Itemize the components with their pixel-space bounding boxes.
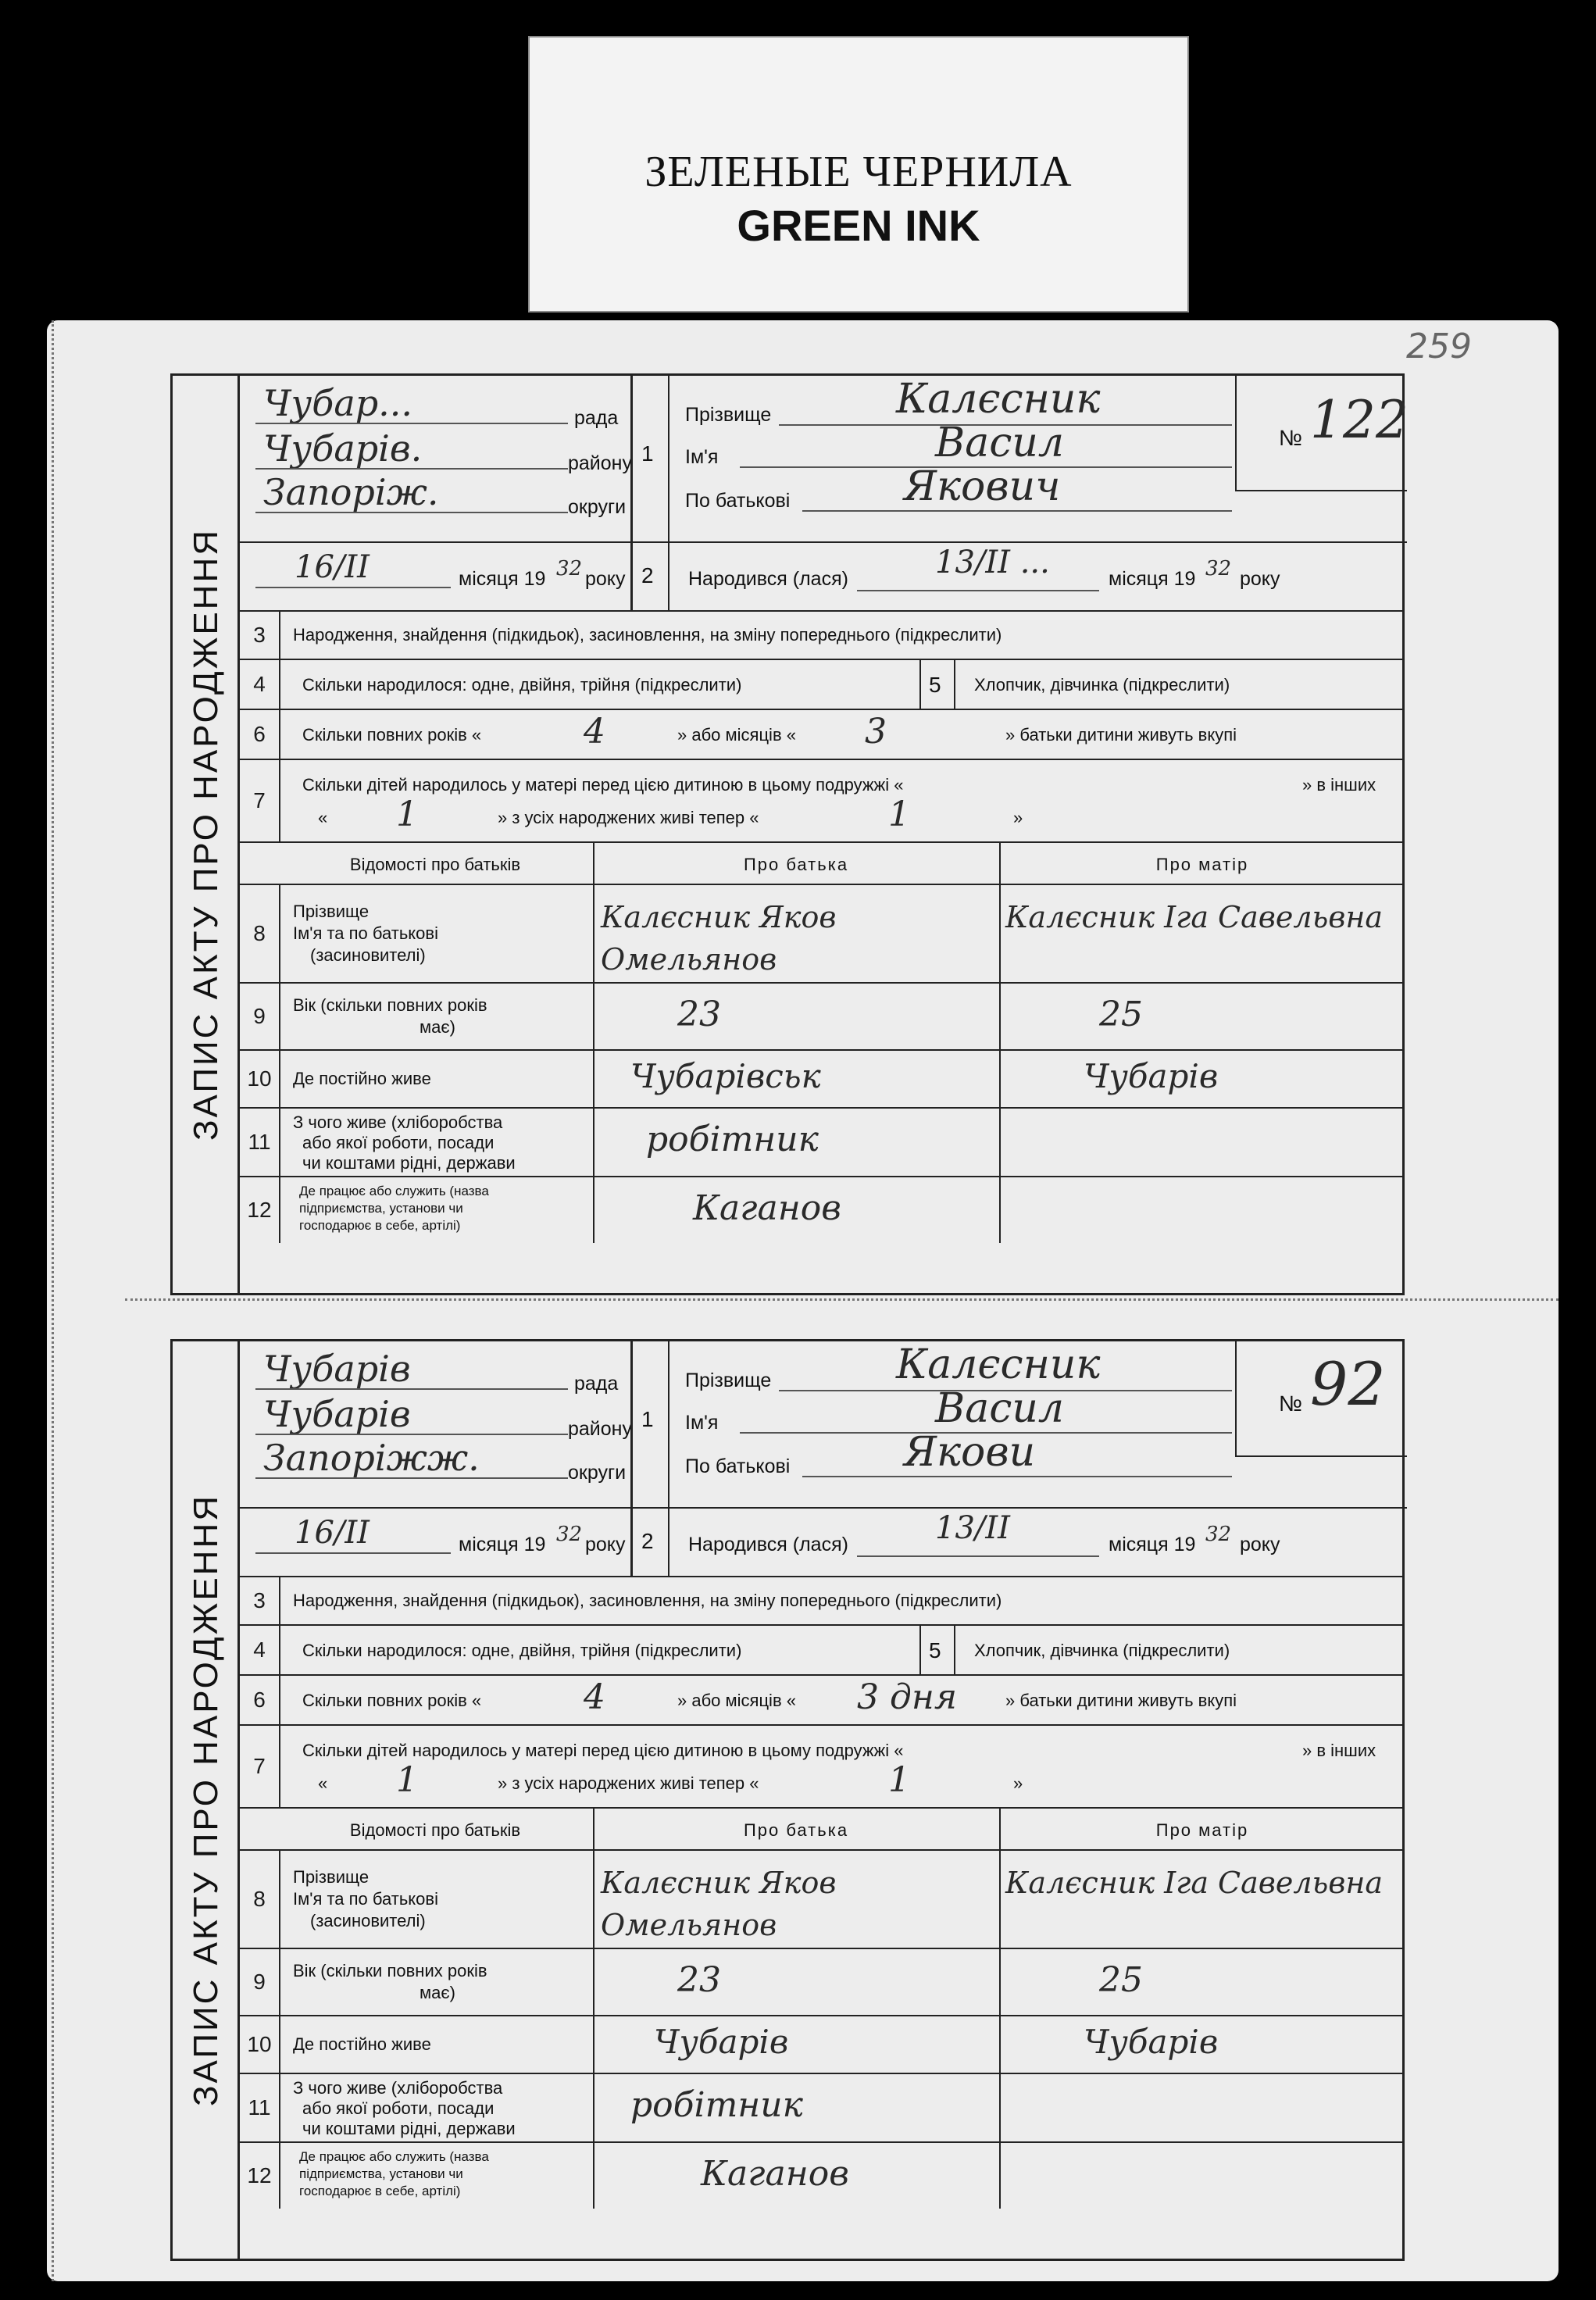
row-12: 12 Де працює або служить (назва підприємства, установи чи господарює в себе, артілі) Каганов xyxy=(240,1177,1402,1243)
row12-line1: Де працює або служить (назва xyxy=(299,2149,489,2164)
header-father: Про батька xyxy=(743,1820,849,1840)
row9-has: має) xyxy=(420,1983,455,2002)
row4-text: Скільки народилося: одне, двійня, трійня (підкреслити) xyxy=(302,675,742,695)
row-3: 3 Народження, знайдення (підкидьок), засиновлення, на зміну попереднього (підкреслити) xyxy=(240,1577,1402,1626)
row8-name: Ім'я та по батькові xyxy=(293,923,438,943)
row-number-1: 1 xyxy=(641,1407,654,1431)
label-born-month: місяця 19 xyxy=(1109,568,1196,590)
row-12: 12 Де працює або служить (назва підприємства, установи чи господарює в себе, артілі) Каганов xyxy=(240,2143,1402,2209)
label-month: місяця 19 xyxy=(459,568,546,590)
header-info: Відомості про батьків xyxy=(349,855,521,874)
hw-prev-other: 1 xyxy=(396,1760,418,1800)
row-7: 7 Скільки дітей народилось у матері перед цією дитиною в цьому подружжі « » в інших « 1 » з усіх народжених живі тепер « 1 » xyxy=(240,760,1402,843)
row10-text: Де постійно живе xyxy=(293,2034,431,2054)
hw-rada: Чубар... xyxy=(263,382,413,424)
row-6: 6 Скільки повних років « 4 » або місяців « 3 » батьки дитини живуть вкупі xyxy=(240,710,1402,760)
row4-text: Скільки народилося: одне, двійня, трійня (підкреслити) xyxy=(302,1641,742,1660)
row12-line2: підприємства, установи чи xyxy=(299,2166,463,2181)
row3-text: Народження, знайдення (підкидьок), засиновлення, на зміну попереднього (підкреслити) xyxy=(293,625,1002,645)
hw-years: 4 xyxy=(584,1677,605,1717)
hw-surname: Калєсник xyxy=(896,1341,1101,1388)
record-header-block xyxy=(240,376,1409,612)
perforation-line xyxy=(52,320,63,2281)
row9-age: Вік (скільки повних років xyxy=(293,995,487,1015)
record-side-title: ЗАПИС АКТУ ПРО НАРОДЖЕННЯ xyxy=(173,1341,240,2259)
label-patronymic: По батькові xyxy=(685,490,791,512)
row5-text: Хлопчик, дівчинка (підкреслити) xyxy=(974,675,1230,695)
hw-born-year: 32 xyxy=(1205,1523,1232,1546)
row8-surname: Прізвище xyxy=(293,902,370,921)
hw-date: 16/ІІ xyxy=(295,549,370,585)
row8-adopt: (засиновителі) xyxy=(310,1911,426,1930)
row-number-2: 2 xyxy=(641,1529,654,1553)
hw-alive: 1 xyxy=(888,795,910,834)
header-mother: Про матір xyxy=(1155,855,1249,874)
row-number-5: 5 xyxy=(929,1638,941,1662)
hw-mother-live: Чубарів xyxy=(1084,1057,1219,1095)
label-surname: Прізвище xyxy=(685,1370,772,1391)
row-8: 8 Прізвище Ім'я та по батькові (засиновителі) Калєсник Яков Омельянов Калєсник Іга Савельвна xyxy=(240,885,1402,984)
row12-line1: Де працює або служить (назва xyxy=(299,1184,489,1198)
row8-adopt: (засиновителі) xyxy=(310,945,426,965)
hw-date: 16/ІІ xyxy=(295,1515,370,1551)
hw-patronymic: Якович xyxy=(904,463,1061,510)
page-number: 259 xyxy=(1406,327,1472,366)
record-side-title: ЗАПИС АКТУ ПРО НАРОДЖЕННЯ xyxy=(173,376,240,1293)
row6-months-label: » або місяців « xyxy=(677,725,796,745)
row7-line1: Скільки дітей народилось у матері перед цією дитиною в цьому подружжі « xyxy=(302,1741,904,1760)
row12-line3: господарює в себе, артілі) xyxy=(299,2184,461,2198)
hw-father-work: Каганов xyxy=(701,2154,849,2194)
label-name: Ім'я xyxy=(685,446,719,468)
hw-mother-age: 25 xyxy=(1099,1960,1143,2000)
row6-together-label: » батьки дитини живуть вкупі xyxy=(1005,725,1237,745)
row7-line1: Скільки дітей народилось у матері перед цією дитиною в цьому подружжі « xyxy=(302,775,904,795)
row9-has: має) xyxy=(420,1017,455,1037)
hw-rayonu: Чубарів. xyxy=(263,427,423,470)
hw-okruhy: Запоріжж. xyxy=(263,1437,480,1479)
header-info: Відомості про батьків xyxy=(349,1820,521,1840)
hw-father-name: Калєсник Яков Омельянов xyxy=(601,900,837,977)
row-11: 11 З чого живе (хліборобства або якої роботи, посади чи коштами рідні, держави робітник xyxy=(240,1109,1402,1177)
hw-surname: Калєсник xyxy=(896,376,1101,423)
label-born: Народився (лася) xyxy=(688,568,848,590)
row-10: 10 Де постійно живе Чубарів Чубарів xyxy=(240,2016,1402,2074)
parents-header xyxy=(240,1809,1402,1851)
hw-rayonu: Чубарів xyxy=(263,1393,411,1435)
row11-line3: чи коштами рідні, держави xyxy=(302,1153,516,1173)
row11-line2: або якої роботи, посади xyxy=(302,1133,495,1152)
hw-father-income: робітник xyxy=(646,1120,819,1159)
label-born-roku: року xyxy=(1240,1534,1280,1555)
header-mother: Про матір xyxy=(1155,1820,1249,1840)
row11-line2: або якої роботи, посади xyxy=(302,2098,495,2118)
hw-mother-age: 25 xyxy=(1099,995,1143,1034)
hw-year-suffix: 32 xyxy=(556,1523,583,1546)
label-line-russian: ЗЕЛЕНЫЕ ЧЕРНИЛА xyxy=(644,148,1073,196)
hw-rada: Чубарів xyxy=(263,1348,411,1390)
label-okruhy: округи xyxy=(568,496,627,518)
row-4-5: 4 Скільки народилося: одне, двійня, трійня (підкреслити) 5 Хлопчик, дівчинка (підкреслити) xyxy=(240,1626,1402,1676)
label-roku: року xyxy=(585,1534,626,1555)
row12-line2: підприємства, установи чи xyxy=(299,1201,463,1216)
hw-father-income: робітник xyxy=(630,2085,803,2125)
row-3: 3 Народження, знайдення (підкидьок), засиновлення, на зміну попереднього (підкреслити) xyxy=(240,612,1402,660)
row-8: 8 Прізвище Ім'я та по батькові (засиновителі) Калєсник Яков Омельянов Калєсник Іга Савельвна xyxy=(240,1851,1402,1949)
row6-years-label: Скільки повних років « xyxy=(302,1691,482,1710)
row8-name: Ім'я та по батькові xyxy=(293,1889,438,1909)
birth-record-1 xyxy=(170,373,1409,1295)
fold-perforation xyxy=(125,1298,1559,1301)
hw-patronymic: Якови xyxy=(904,1429,1036,1476)
row6-years-label: Скільки повних років « xyxy=(302,725,482,745)
hw-year-suffix: 32 xyxy=(556,557,583,580)
row-10: 10 Де постійно живе Чубарівськ Чубарів xyxy=(240,1051,1402,1109)
hw-mother-name: Калєсник Іга Савельвна xyxy=(1005,900,1384,934)
hw-born-day: 13/ІІ ... xyxy=(935,545,1050,580)
parents-header xyxy=(240,843,1402,885)
row-6: 6 Скільки повних років « 4 » або місяців « 3 дня » батьки дитини живуть вкупі xyxy=(240,1676,1402,1726)
row7-close: » xyxy=(1013,1773,1023,1793)
row-11: 11 З чого живе (хліборобства або якої роботи, посади чи коштами рідні, держави робітник xyxy=(240,2074,1402,2143)
row-number-2: 2 xyxy=(641,563,654,588)
hw-mother-live: Чубарів xyxy=(1084,2023,1219,2061)
hw-father-name: Калєсник Яков Омельянов xyxy=(601,1866,837,1942)
label-no: № xyxy=(1279,1391,1303,1416)
row9-age: Вік (скільки повних років xyxy=(293,1961,487,1980)
label-name: Ім'я xyxy=(685,1412,719,1434)
row7-other: » в інших xyxy=(1302,1741,1376,1760)
row7-other: » в інших xyxy=(1302,775,1376,795)
birth-record-2 xyxy=(170,1339,1405,2261)
hw-father-live: Чубарів xyxy=(654,2023,789,2061)
label-rayonu: району xyxy=(568,452,632,474)
hw-months: 3 xyxy=(865,712,887,752)
hw-prev-other: 1 xyxy=(396,795,418,834)
hw-alive: 1 xyxy=(888,1760,910,1800)
row10-text: Де постійно живе xyxy=(293,1069,431,1088)
row8-surname: Прізвище xyxy=(293,1867,370,1887)
row-4-5: 4 Скільки народилося: одне, двійня, трійня (підкреслити) 5 Хлопчик, дівчинка (підкреслити) xyxy=(240,660,1402,710)
label-rayonu: району xyxy=(568,1418,632,1440)
hw-father-work: Каганов xyxy=(693,1188,841,1228)
hw-mother-name: Калєсник Іга Савельвна xyxy=(1005,1866,1384,1900)
label-no: № xyxy=(1279,426,1303,450)
label-month: місяця 19 xyxy=(459,1534,546,1555)
hw-born-year: 32 xyxy=(1205,557,1232,580)
row-number-5: 5 xyxy=(929,673,941,697)
hw-born-day: 13/ІІ xyxy=(935,1510,1010,1546)
label-roku: року xyxy=(585,568,626,590)
row3-text: Народження, знайдення (підкидьок), засиновлення, на зміну попереднього (підкреслити) xyxy=(293,1591,1002,1610)
row11-line1: З чого живе (хліборобства xyxy=(293,2078,503,2098)
label-born: Народився (лася) xyxy=(688,1534,848,1555)
row7-quote: « xyxy=(318,1773,328,1793)
row7-quote: « xyxy=(318,808,328,827)
row11-line3: чи коштами рідні, держави xyxy=(302,2119,516,2138)
ink-label-card xyxy=(528,36,1189,312)
row-7: 7 Скільки дітей народилось у матері перед цією дитиною в цьому подружжі « » в інших « 1 » з усіх народжених живі тепер « 1 » xyxy=(240,1726,1402,1809)
header-father: Про батька xyxy=(743,855,849,874)
row7-alive-label: » з усіх народжених живі тепер « xyxy=(498,808,759,827)
hw-record-number: 122 xyxy=(1310,390,1409,450)
label-patronymic: По батькові xyxy=(685,1455,791,1477)
row7-close: » xyxy=(1013,808,1023,827)
hw-father-age: 23 xyxy=(677,1960,721,2000)
label-rada: рада xyxy=(574,407,619,429)
label-surname: Прізвище xyxy=(685,404,772,426)
row5-text: Хлопчик, дівчинка (підкреслити) xyxy=(974,1641,1230,1660)
row7-alive-label: » з усіх народжених живі тепер « xyxy=(498,1773,759,1793)
row-9: 9 Вік (скільки повних років має) 23 25 xyxy=(240,984,1402,1051)
hw-name: Васил xyxy=(935,1385,1064,1432)
hw-months: 3 дня xyxy=(857,1677,957,1717)
hw-okruhy: Запоріж. xyxy=(263,471,439,513)
label-line-english: GREEN INK xyxy=(737,201,980,250)
row-9: 9 Вік (скільки повних років має) 23 25 xyxy=(240,1949,1402,2016)
hw-years: 4 xyxy=(584,712,605,752)
label-born-month: місяця 19 xyxy=(1109,1534,1196,1555)
label-rada: рада xyxy=(574,1373,619,1395)
hw-name: Васил xyxy=(935,420,1064,466)
row11-line1: З чого живе (хліборобства xyxy=(293,1112,503,1132)
label-born-roku: року xyxy=(1240,568,1280,590)
hw-father-age: 23 xyxy=(677,995,721,1034)
record-header-block xyxy=(240,1341,1402,1577)
hw-record-number: 92 xyxy=(1310,1349,1386,1419)
row6-months-label: » або місяців « xyxy=(677,1691,796,1710)
row-number-1: 1 xyxy=(641,441,654,466)
label-okruhy: округи xyxy=(568,1462,627,1484)
row6-together-label: » батьки дитини живуть вкупі xyxy=(1005,1691,1237,1710)
hw-father-live: Чубарівськ xyxy=(630,1057,821,1095)
row12-line3: господарює в себе, артілі) xyxy=(299,1218,461,1233)
